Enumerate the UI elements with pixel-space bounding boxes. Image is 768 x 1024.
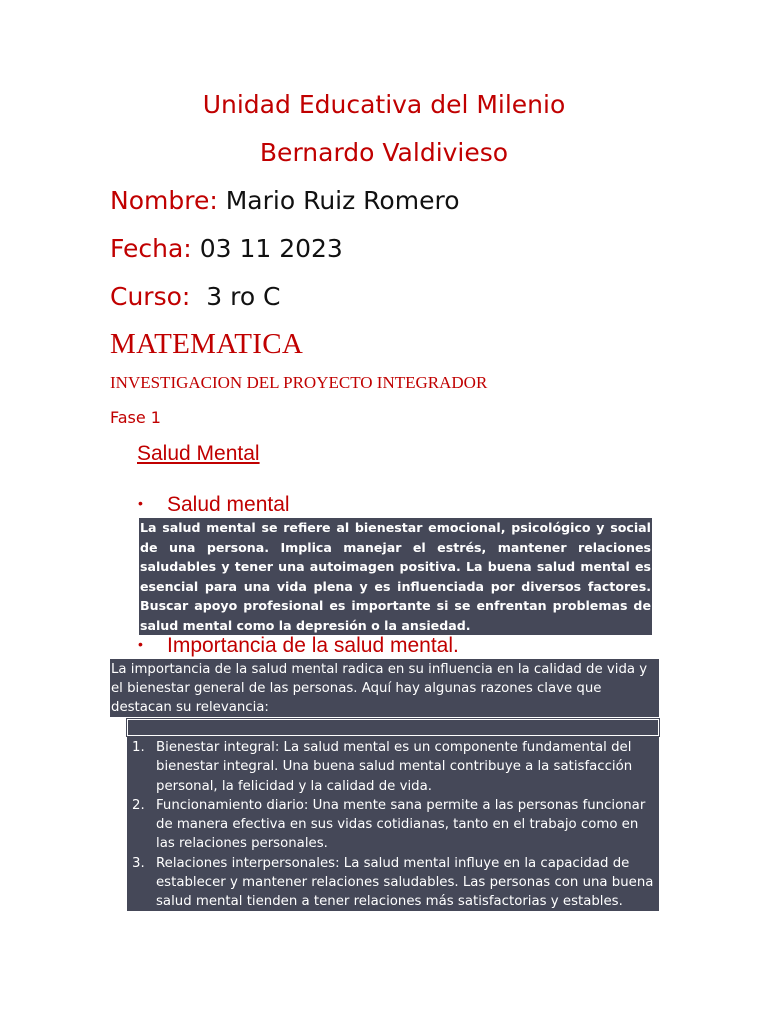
reasons-list xyxy=(127,737,659,911)
school-name-line-2: Bernardo Valdivieso xyxy=(259,138,509,167)
list-item-number: 3. xyxy=(132,855,145,871)
table-spacer-row xyxy=(127,719,659,736)
date-field xyxy=(110,236,343,261)
topic-heading: Salud Mental xyxy=(137,442,260,465)
name-value: Mario Ruiz Romero xyxy=(225,186,460,215)
list-item-number: 1. xyxy=(132,740,145,755)
section-heading-importancia xyxy=(138,635,459,656)
school-name-line-1: Unidad Educativa del Milenio xyxy=(202,90,566,119)
subject-title: MATEMATICA xyxy=(110,328,304,360)
course-field xyxy=(110,284,281,309)
list-item-number: 2. xyxy=(132,797,145,813)
date-value: 03 11 2023 xyxy=(199,234,343,263)
list-item-text: Bienestar integral: La salud mental es un componente fundamental del bienestar integral. Una buena salud mental contribuye a la satisfacción personal, la felicidad y la calidad de vida. xyxy=(156,740,633,794)
date-label: Fecha: xyxy=(110,234,192,263)
definition-paragraph: La salud mental se refiere al bienestar emocional, psicológico y social de una persona. Implica manejar el estrés, mantener relaciones saludables y tener una autoimagen positiva. La buena salud mental es esencial para una vida plena y es influenciada por diversos factores. Buscar apoyo profesional es importante si se enfrentan problemas de salud mental como la depresión o la ansiedad. xyxy=(139,518,652,635)
phase-label: Fase 1 xyxy=(110,408,161,427)
name-label: Nombre: xyxy=(110,186,218,215)
list-item-text: Funcionamiento diario: Una mente sana permite a las personas funcionar de manera efectiva en sus vidas cotidianas, tanto en el trabajo como en las relaciones personales. xyxy=(156,797,646,852)
list-item-text: Relaciones interpersonales: La salud mental influye en la capacidad de establecer y mantener relaciones saludables. Las personas con una buena salud mental tienden a tener relaciones más satisfactorias y estables. xyxy=(156,855,654,910)
bullet-icon: • xyxy=(138,495,143,512)
course-value: 3 ro C xyxy=(206,282,281,311)
section-heading-text: Salud mental xyxy=(167,493,290,516)
importance-paragraph: La importancia de la salud mental radica en su influencia en la calidad de vida y el bienestar general de las personas. Aquí hay algunas razones clave que destacan su relevancia: xyxy=(110,659,659,717)
list-item xyxy=(127,854,657,912)
section-heading-salud-mental xyxy=(138,494,290,515)
project-subtitle: INVESTIGACION DEL PROYECTO INTEGRADOR xyxy=(110,373,488,392)
list-item xyxy=(127,796,657,854)
course-label: Curso: xyxy=(110,282,191,311)
list-item xyxy=(127,738,657,796)
bullet-icon: • xyxy=(138,636,143,653)
name-field xyxy=(110,188,459,213)
section-heading-text: Importancia de la salud mental. xyxy=(167,634,459,657)
